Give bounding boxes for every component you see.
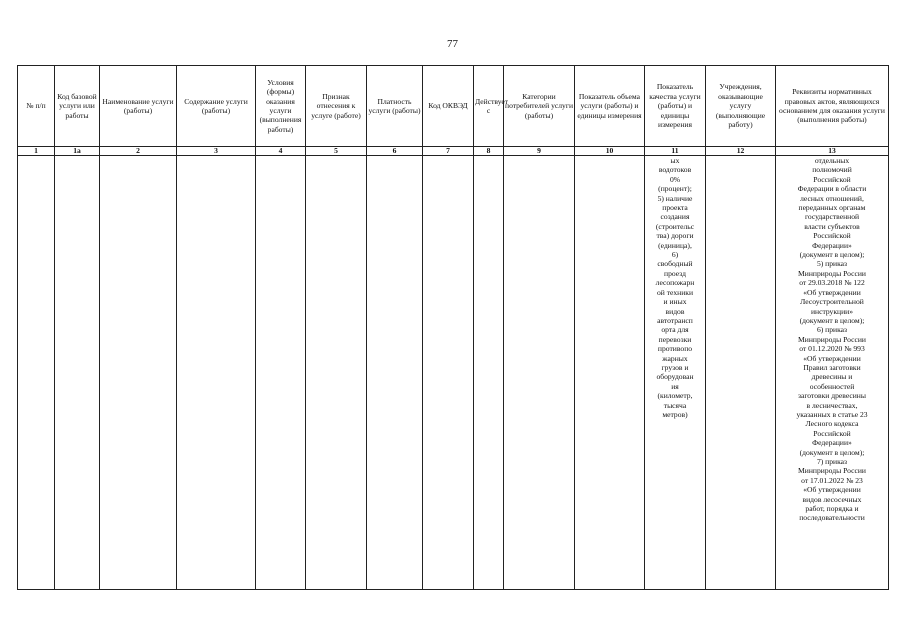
- text-line: Федерации»: [812, 438, 852, 448]
- column-number: 13: [776, 147, 889, 156]
- header-cell: Показатель объема услуги (работы) и единицы измерения: [575, 66, 645, 147]
- header-cell: Действует с: [474, 66, 504, 147]
- text-line: 6): [671, 250, 679, 260]
- text-line: оборудован: [656, 372, 694, 382]
- header-cell: Реквизиты нормативных правовых актов, являющихся основанием для оказания услуги (выполнения работы): [776, 66, 889, 147]
- text-line: (единица),: [658, 240, 692, 250]
- empty-cell: [575, 156, 645, 590]
- services-registry-table: [17, 65, 889, 590]
- text-line: 0%: [669, 174, 681, 184]
- text-line: 5) наличие: [657, 193, 693, 203]
- header-cell: Содержание услуги (работы): [177, 66, 256, 147]
- column-number: 2: [100, 147, 177, 156]
- text-line: (процент);: [658, 184, 692, 194]
- text-line: (документ в целом);: [799, 315, 865, 325]
- text-line: (строительс: [655, 221, 695, 231]
- text-line: «Об утверждении: [803, 287, 861, 297]
- text-line: 7) приказ: [816, 457, 848, 466]
- text-line: Федерации»: [812, 240, 852, 250]
- header-cell: Категории потребителей услуги (работы): [504, 66, 575, 147]
- text-line: орта для: [661, 325, 689, 335]
- header-cell: Учреждения, оказывающие услугу (выполняющие работу): [706, 66, 776, 147]
- text-line: ых: [670, 156, 680, 165]
- header-row: [18, 66, 889, 147]
- column-number: 12: [706, 147, 776, 156]
- column-number: 1: [18, 147, 55, 156]
- column-number: 5: [306, 147, 367, 156]
- text-line: древесины и: [811, 372, 853, 382]
- text-line: указанных в статье 23: [796, 409, 868, 419]
- column-number: 4: [256, 147, 306, 156]
- empty-cell: [423, 156, 474, 590]
- column-number: 10: [575, 147, 645, 156]
- text-line: водотоков: [658, 165, 692, 175]
- text-line: последовательности: [799, 513, 865, 523]
- text-line: создания: [660, 212, 690, 222]
- header-cell: Платность услуги (работы): [367, 66, 423, 147]
- quality-indicator-cell: [645, 156, 706, 590]
- text-line: свободный: [657, 259, 693, 269]
- text-line: в лесничествах,: [806, 400, 858, 410]
- header-cell: Показатель качества услуги (работы) и единицы измерения: [645, 66, 706, 147]
- text-line: и иных: [663, 297, 687, 307]
- text-line: проезд: [664, 268, 686, 278]
- empty-cell: [306, 156, 367, 590]
- text-line: жарных: [662, 353, 688, 363]
- text-line: «Об утверждении: [803, 485, 861, 495]
- column-number: 7: [423, 147, 474, 156]
- header-cell: Условия (формы) оказания услуги (выполнения работы): [256, 66, 306, 147]
- text-line: Минприроды России: [798, 334, 866, 344]
- text-line: видов лесосечных: [802, 494, 862, 504]
- text-line: (километр,: [657, 391, 693, 401]
- legal-acts-cell: [776, 156, 889, 590]
- text-line: Федерации в области: [797, 184, 867, 194]
- header-cell: № п/п: [18, 66, 55, 147]
- text-line: государственной: [804, 212, 860, 222]
- text-line: тысяча: [663, 400, 687, 410]
- text-line: 6) приказ: [816, 325, 848, 335]
- text-line: тва) дороги: [656, 231, 694, 241]
- text-line: (документ в целом);: [799, 447, 865, 457]
- text-line: метров): [662, 409, 688, 419]
- column-number: 6: [367, 147, 423, 156]
- column-number: 9: [504, 147, 575, 156]
- text-line: Лесного кодекса: [805, 419, 859, 429]
- column-number: 1а: [55, 147, 100, 156]
- text-line: Минприроды России: [798, 466, 866, 476]
- text-line: видов: [665, 306, 685, 316]
- text-line: Лесоустроительной: [800, 297, 864, 307]
- page-number: 77: [447, 38, 458, 50]
- text-line: лесных отношений,: [800, 193, 864, 203]
- text-line: ой техники: [656, 287, 694, 297]
- text-line: Российской: [813, 174, 851, 184]
- text-line: от 29.03.2018 № 122: [799, 278, 865, 288]
- text-line: перевозки: [658, 334, 692, 344]
- empty-cell: [18, 156, 55, 590]
- text-line: грузов и: [661, 362, 689, 372]
- text-line: «Об утверждении: [803, 353, 861, 363]
- empty-cell: [177, 156, 256, 590]
- column-number: 3: [177, 147, 256, 156]
- text-line: (документ в целом);: [799, 250, 865, 260]
- text-line: Российской: [813, 231, 851, 241]
- column-number: 11: [645, 147, 706, 156]
- text-line: переданных органам: [798, 203, 866, 213]
- empty-cell: [474, 156, 504, 590]
- text-line: власти субъектов: [804, 221, 860, 231]
- text-line: 5) приказ: [816, 259, 848, 269]
- empty-cell: [504, 156, 575, 590]
- text-line: инструкции»: [810, 306, 854, 316]
- empty-cell: [55, 156, 100, 590]
- column-number-row: [18, 147, 889, 156]
- text-line: Минприроды России: [798, 268, 866, 278]
- text-line: автотрансп: [657, 315, 693, 325]
- text-line: противопо: [657, 344, 693, 354]
- empty-cell: [367, 156, 423, 590]
- text-line: от 01.12.2020 № 993: [799, 344, 865, 354]
- text-line: проекта: [662, 203, 688, 213]
- text-line: отдельных: [814, 156, 850, 165]
- empty-cell: [706, 156, 776, 590]
- empty-cell: [256, 156, 306, 590]
- text-line: полномочий: [812, 165, 852, 175]
- header-cell: Код ОКВЭД: [423, 66, 474, 147]
- text-line: заготовки древесины: [798, 391, 866, 401]
- text-line: лесопожарн: [655, 278, 695, 288]
- text-line: Правил заготовки: [803, 362, 861, 372]
- text-line: Российской: [813, 428, 851, 438]
- text-line: работ, порядка и: [805, 504, 859, 514]
- empty-cell: [100, 156, 177, 590]
- header-cell: Наименование услуги (работы): [100, 66, 177, 147]
- text-line: ия: [671, 381, 679, 391]
- header-cell: Признак отнесения к услуге (работе): [306, 66, 367, 147]
- header-cell: Код базовой услуги или работы: [55, 66, 100, 147]
- text-line: особенностей: [809, 381, 855, 391]
- text-line: от 17.01.2022 № 23: [801, 475, 863, 485]
- table-row: [18, 156, 889, 590]
- column-number: 8: [474, 147, 504, 156]
